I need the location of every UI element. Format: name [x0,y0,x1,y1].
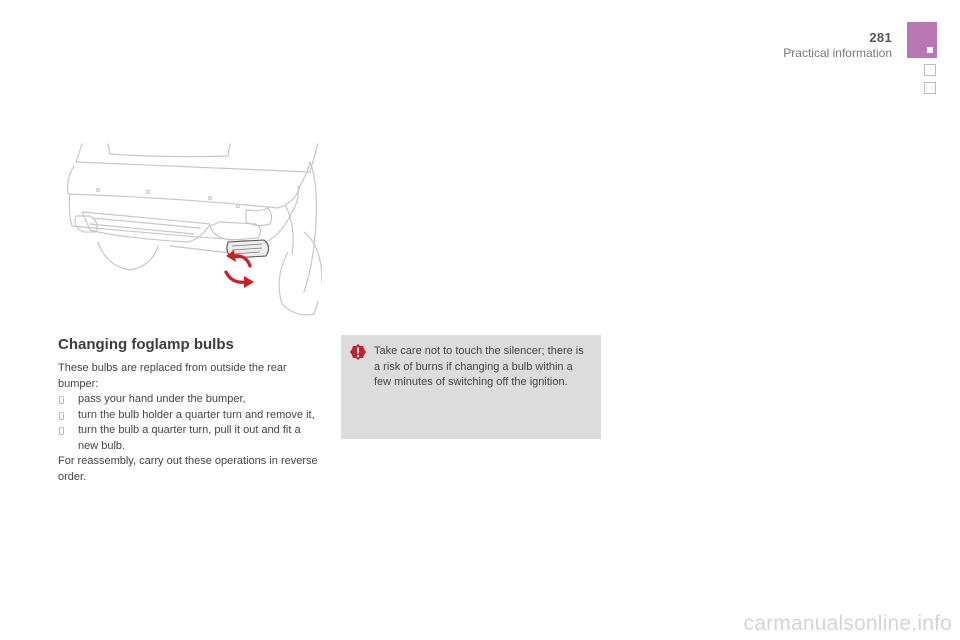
section-tab-active[interactable] [907,22,937,58]
tab-marker-icon [927,47,933,53]
steps-list [58,392,320,454]
warning-box [341,335,601,439]
section-title: Practical information [783,46,892,60]
list-item: turn the bulb holder a quarter turn and remove it, [78,408,315,421]
section-tab[interactable] [924,82,936,94]
warning-exclamation-icon [349,343,367,361]
list-item: turn the bulb a quarter turn, pull it out and fit a new bulb. [78,424,301,452]
watermark: carmanualsonline.info [743,612,952,635]
list-item: pass your hand under the bumper, [78,393,246,405]
instructions-intro: These bulbs are replaced from outside the rear bumper: [58,362,287,390]
instructions [58,361,320,485]
instructions-outro: For reassembly, carry out these operations in reverse order. [58,455,318,483]
rear-bumper-illustration [60,142,322,320]
section-tab[interactable] [924,64,936,76]
section-heading: Changing foglamp bulbs [58,336,234,353]
warning-text: Take care not to touch the silencer; there is a risk of burns if changing a bulb within a few minutes of switching off the ignition. [374,345,584,388]
page-number: 281 [869,30,892,45]
